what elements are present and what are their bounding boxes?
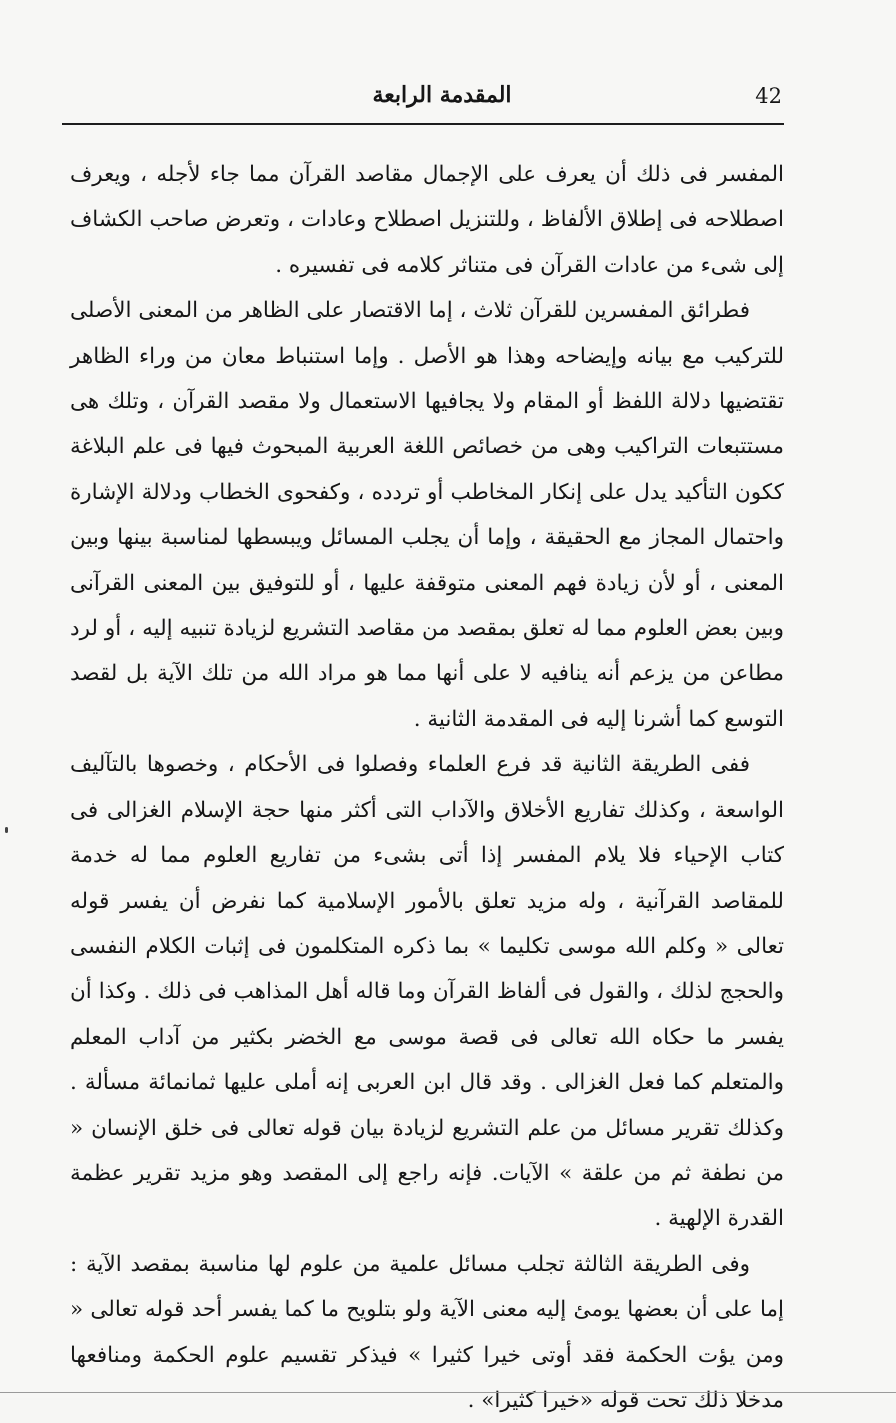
paragraph-1: المفسر فى ذلك أن يعرف على الإجمال مقاصد القرآن مما جاء لأجله ، ويعرف اصطلاحه فى إطلاق الألفاظ ، وللتنزيل اصطلاح وعادات ، وتعرض صاحب الكشاف إلى شىء من عادات القرآن فى متناثر كلامه فى تفسيره .	[70, 162, 784, 278]
page-number: 42	[755, 84, 782, 108]
paragraph-4: وفى الطريقة الثالثة تجلب مسائل علمية من علوم لها مناسبة بمقصد الآية : إما على أن بعضها يومئ إليه معنى الآية ولو بتلويح ما كما يفسر أحد قوله تعالى « ومن يؤت الحكمة فقد أوتى خيرا كثيرا » فيذكر تقسيم علوم الحكمة ومنافعها مدخلا ذلك تحت قوله «خيرا كثيرا» .	[70, 1251, 784, 1413]
header-rule	[62, 123, 784, 125]
margin-speck	[5, 827, 8, 833]
body-text	[70, 152, 784, 1423]
running-head: المقدمة الرابعة	[372, 82, 512, 108]
paragraph-2: فطرائق المفسرين للقرآن ثلاث ، إما الاقتصار على الظاهر من المعنى الأصلى للتركيب مع بيانه وإيضاحه وهذا هو الأصل . وإما استنباط معان من وراء الظاهر تقتضيها دلالة اللفظ أو المقام ولا يجافيها الاستعمال ولا مقصد القرآن ، وتلك هى مستتبعات التراكيب وهى من خصائص اللغة العربية المبحوث فيها فى علم البلاغة ككون التأكيد يدل على إنكار المخاطب أو تردده ، وكفحوى الخطاب ودلالة الإشارة واحتمال المجاز مع الحقيقة ، وإما أن يجلب المسائل ويبسطها لمناسبة بينها وبين المعنى ، أو لأن زيادة فهم المعنى متوقفة عليها ، أو للتوفيق بين المعنى القرآنى وبين بعض العلوم مما له تعلق بمقصد من مقاصد التشريع لزيادة تنبيه إليه ، أو لرد مطاعن من يزعم أنه ينافيه لا على أنها مما هو مراد الله من تلك الآية بل لقصد التوسع كما أشرنا إليه فى المقدمة الثانية .	[70, 298, 784, 732]
page-bottom-edge	[0, 1392, 896, 1393]
paragraph-3: ففى الطريقة الثانية قد فرع العلماء وفصلوا فى الأحكام ، وخصوها بالتآليف الواسعة ، وكذلك تفاريع الأخلاق والآداب التى أكثر منها حجة الإسلام الغزالى فى كتاب الإحياء فلا يلام المفسر إذا أتى بشىء من تفاريع العلوم مما له خدمة للمقاصد القرآنية ، وله مزيد تعلق بالأمور الإسلامية كما نفرض أن يفسر قوله تعالى « وكلم الله موسى تكليما » بما ذكره المتكلمون فى إثبات الكلام النفسى والحجج لذلك ، والقول فى ألفاظ القرآن وما قاله أهل المذاهب فى ذلك . وكذا أن يفسر ما حكاه الله تعالى فى قصة موسى مع الخضر بكثير من آداب المعلم والمتعلم كما فعل الغزالى . وقد قال ابن العربى إنه أملى عليها ثمانمائة مسألة . وكذلك تقرير مسائل من علم التشريع لزيادة بيان قوله تعالى فى خلق الإنسان « من نطفة ثم من علقة » الآيات. فإنه راجع إلى المقصد وهو مزيد تقرير عظمة القدرة الإلهية .	[70, 752, 784, 1232]
page-header	[62, 78, 782, 118]
